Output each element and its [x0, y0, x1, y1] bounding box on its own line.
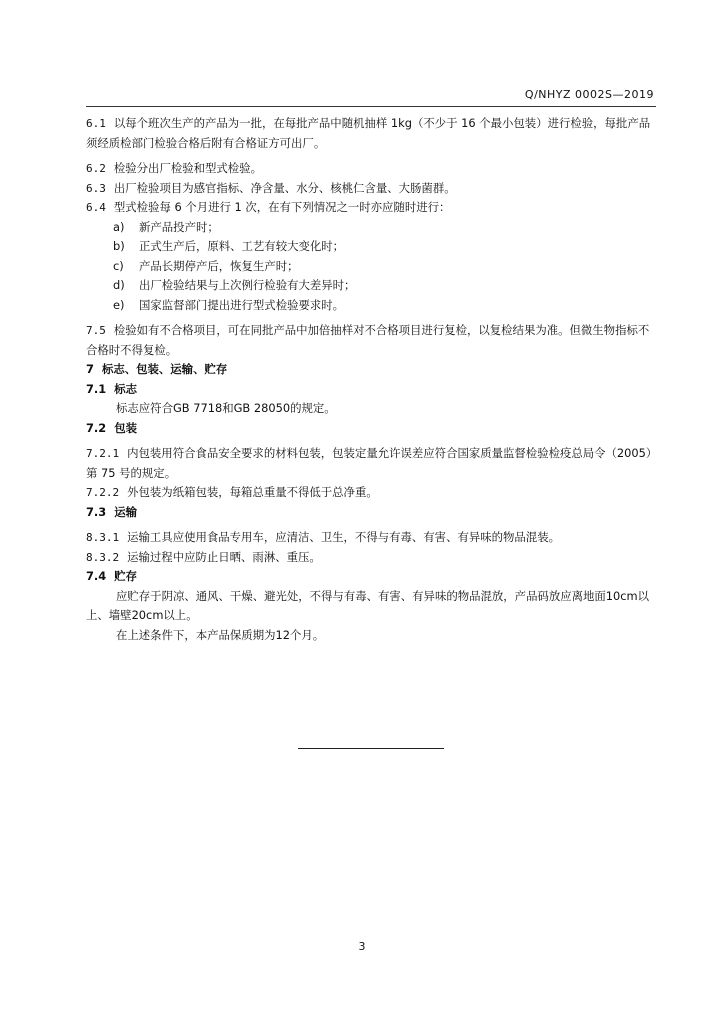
clause-number: 6.3	[86, 181, 106, 195]
clause-number: 6.1	[86, 117, 106, 130]
clause-number: 7.5	[86, 324, 106, 337]
clause-text: 检验如有不合格项目，可在同批产品中加倍抽样对不合格项目进行复检，以复检结果为准。但微生物指标不合格时不得复检。	[86, 323, 650, 357]
subsection-title: 标志	[114, 381, 137, 396]
list-item	[86, 237, 658, 257]
list-item	[86, 276, 658, 296]
subsection-number: 7.4	[86, 569, 107, 583]
page-number: 3	[358, 940, 366, 953]
end-of-document-rule	[298, 748, 444, 749]
list-text: 国家监督部门提出进行型式检验要求时。	[139, 297, 345, 312]
list-item	[86, 296, 658, 316]
clause-text: 内包装用符合食品安全要求的材料包装，包装定量允许误差应符合国家质量监督检验检疫总局令（2005）第 75 号的规定。	[86, 446, 658, 480]
document-body	[86, 114, 658, 645]
subsection-title: 贮存	[114, 569, 137, 583]
list-text: 产品长期停产后，恢复生产时；	[139, 258, 299, 273]
clause-7-5	[86, 321, 658, 360]
clause-6-1	[86, 114, 658, 153]
subsection-number: 7.2	[86, 420, 107, 435]
clause-8-3-1	[86, 528, 658, 548]
list-item	[86, 218, 658, 238]
subsection-title: 包装	[114, 420, 137, 435]
section-title: 标志、包装、运输、贮存	[101, 362, 228, 376]
list-label: c)	[113, 258, 124, 273]
subsection-number: 7.3	[86, 504, 107, 519]
list-item	[86, 257, 658, 277]
clause-text: 以每个班次生产的产品为一批，在每批产品中随机抽样 1kg（不少于 16 个最小包装）进行检验，每批产品须经质检部门检验合格后附有合格证方可出厂。	[86, 116, 651, 150]
list-label: d)	[113, 278, 125, 292]
clause-number: 6.2	[86, 162, 106, 175]
list-text: 新产品投产时；	[139, 219, 219, 234]
clause-number: 8.3.2	[86, 550, 120, 564]
list-label: a)	[113, 219, 125, 234]
clause-text: 外包装为纸箱包装，每箱总重量不得低于总净重。	[127, 485, 378, 499]
subsection-7-1-heading	[86, 380, 658, 400]
subsection-number: 7.1	[86, 381, 107, 396]
list-text: 正式生产后，原料、工艺有较大变化时；	[139, 239, 345, 253]
clause-8-3-2	[86, 548, 658, 568]
clause-text: 型式检验每 6 个月进行 1 次，在有下列情况之一时亦应随时进行：	[113, 200, 451, 214]
clause-text: 运输过程中应防止日晒、雨淋、重压。	[127, 549, 321, 564]
clause-number: 7.2.1	[86, 447, 120, 460]
clause-6-4	[86, 198, 658, 218]
clause-number: 6.4	[86, 201, 106, 214]
clause-number: 8.3.1	[86, 531, 120, 544]
subsection-7-4-heading	[86, 567, 658, 587]
clause-text: 运输工具应使用食品专用车，应清洁、卫生，不得与有毒、有害、有异味的物品混装。	[127, 530, 560, 544]
clause-text: 出厂检验项目为感官指标、净含量、水分、核桃仁含量、大肠菌群。	[113, 180, 456, 195]
subsection-7-2-heading	[86, 419, 658, 439]
clause-6-3	[86, 179, 658, 199]
header-rule	[86, 106, 656, 107]
clause-7-4-text: 应贮存于阴凉、通风、干燥、避光处，不得与有毒、有害、有异味的物品混放，产品码放应离地面10cm以上、墙壁20cm以上。	[86, 588, 650, 622]
list-label: b)	[113, 239, 125, 253]
section-number: 7	[86, 362, 94, 376]
shelf-life-text: 在上述条件下，本产品保质期为12个月。	[116, 627, 325, 642]
clause-text: 检验分出厂检验和型式检验。	[113, 161, 262, 175]
standard-code: Q/NHYZ 0002S—2019	[524, 88, 654, 101]
list-text: 出厂检验结果与上次例行检验有大差异时；	[139, 278, 356, 292]
clause-7-1-text: 标志应符合GB 7718和GB 28050的规定。	[116, 401, 336, 415]
subsection-title: 运输	[114, 504, 137, 519]
clause-number: 7.2.2	[86, 486, 120, 499]
list-label: e)	[113, 297, 125, 312]
subsection-7-3-heading	[86, 503, 658, 523]
clause-7-2-1	[86, 444, 658, 483]
section-7-heading	[86, 360, 658, 380]
clause-7-2-2	[86, 483, 658, 503]
clause-6-2	[86, 159, 658, 179]
